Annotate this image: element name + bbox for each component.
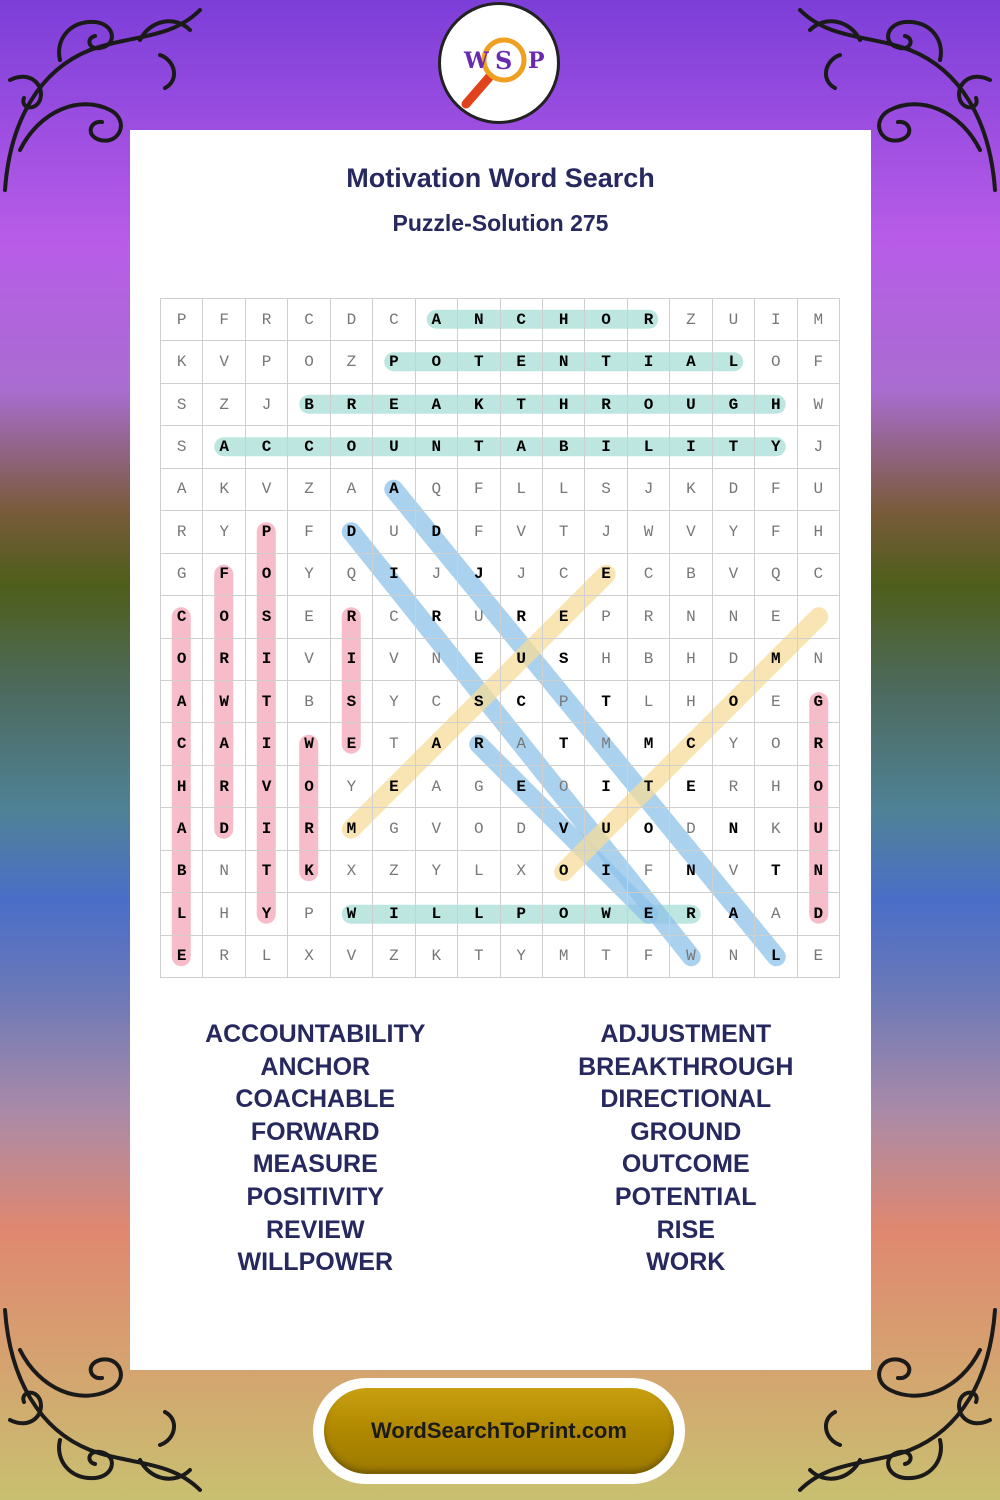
grid-cell: P xyxy=(161,299,203,341)
grid-cell: T xyxy=(458,426,500,468)
grid-cell: S xyxy=(161,384,203,426)
page-title: Motivation Word Search xyxy=(346,163,655,193)
word-list-item: WILLPOWER xyxy=(237,1248,394,1277)
word-list-item: ANCHOR xyxy=(260,1052,371,1081)
letter-grid xyxy=(160,298,840,978)
grid-cell: Q xyxy=(416,469,458,511)
grid-cell: V xyxy=(416,808,458,850)
puzzle-sheet xyxy=(130,130,871,1370)
grid-cell: C xyxy=(543,554,585,596)
grid-cell: D xyxy=(416,511,458,553)
grid-cell: O xyxy=(543,893,585,935)
svg-text:W: W xyxy=(464,48,489,74)
grid-cell: A xyxy=(416,299,458,341)
grid-cell: W xyxy=(331,893,373,935)
grid-cell: U xyxy=(585,808,627,850)
grid-cell: C xyxy=(501,681,543,723)
grid-cell: V xyxy=(246,469,288,511)
grid-cell: E xyxy=(628,893,670,935)
grid-cell: C xyxy=(628,554,670,596)
grid-cell: Y xyxy=(416,851,458,893)
grid-cell: Y xyxy=(288,554,330,596)
grid-cell: G xyxy=(458,766,500,808)
grid-cell: U xyxy=(458,596,500,638)
grid-cell: O xyxy=(628,808,670,850)
grid-cell: L xyxy=(713,341,755,383)
grid-cell: O xyxy=(543,851,585,893)
grid-cell: R xyxy=(203,639,245,681)
grid-cell: N xyxy=(543,341,585,383)
grid-cell: M xyxy=(628,723,670,765)
grid-cell: J xyxy=(798,426,840,468)
grid-cell: O xyxy=(798,766,840,808)
grid-cell: Z xyxy=(331,341,373,383)
grid-cell: T xyxy=(246,681,288,723)
grid-cell: T xyxy=(458,936,500,978)
grid-cell: C xyxy=(416,681,458,723)
grid-cell: N xyxy=(670,596,712,638)
grid-cell: T xyxy=(458,341,500,383)
grid-cell: N xyxy=(203,851,245,893)
grid-cell: E xyxy=(501,341,543,383)
grid-cell: O xyxy=(628,384,670,426)
grid-cell: F xyxy=(288,511,330,553)
grid-cell: L xyxy=(161,893,203,935)
grid-cell: E xyxy=(501,766,543,808)
grid-cell: F xyxy=(755,469,797,511)
grid-cell: M xyxy=(543,936,585,978)
grid-cell: V xyxy=(203,341,245,383)
word-list-right xyxy=(501,1018,872,1279)
grid-cell: A xyxy=(203,723,245,765)
grid-cell: V xyxy=(246,766,288,808)
word-list-item: COACHABLE xyxy=(235,1085,396,1114)
grid-cell: Y xyxy=(373,681,415,723)
grid-cell: I xyxy=(670,426,712,468)
grid-cell: F xyxy=(203,554,245,596)
grid-cell: A xyxy=(416,723,458,765)
grid-cell: Z xyxy=(373,851,415,893)
grid-cell: V xyxy=(713,554,755,596)
grid-cell: R xyxy=(628,596,670,638)
site-url: WordSearchToPrint.com xyxy=(371,1418,627,1443)
grid-cell: H xyxy=(755,384,797,426)
grid-cell: L xyxy=(755,936,797,978)
grid-cell: R xyxy=(416,596,458,638)
grid-cell: B xyxy=(161,851,203,893)
grid-cell: V xyxy=(713,851,755,893)
grid-cell: I xyxy=(585,851,627,893)
grid-cell: T xyxy=(585,341,627,383)
grid-cell: Z xyxy=(670,299,712,341)
grid-cell: I xyxy=(585,766,627,808)
word-list-item: ACCOUNTABILITY xyxy=(205,1020,426,1048)
grid-cell: G xyxy=(373,808,415,850)
word-list-item: REVIEW xyxy=(265,1215,365,1244)
grid-cell: V xyxy=(373,639,415,681)
grid-cell: A xyxy=(161,681,203,723)
grid-cell: H xyxy=(670,681,712,723)
grid-cell: C xyxy=(670,723,712,765)
grid-cell: Y xyxy=(755,426,797,468)
grid-cell: A xyxy=(161,469,203,511)
grid-cell: K xyxy=(416,936,458,978)
grid-cell: H xyxy=(203,893,245,935)
grid-cell: O xyxy=(331,426,373,468)
grid-cell: O xyxy=(713,681,755,723)
grid-cell: T xyxy=(501,384,543,426)
grid-cell: D xyxy=(670,808,712,850)
grid-cell: O xyxy=(203,596,245,638)
grid-cell: I xyxy=(246,639,288,681)
grid-cell: N xyxy=(798,851,840,893)
grid-cell: R xyxy=(458,723,500,765)
grid-cell: B xyxy=(288,384,330,426)
grid-cell: A xyxy=(755,893,797,935)
grid-cell: W xyxy=(585,893,627,935)
grid-cell: R xyxy=(161,511,203,553)
grid-cell: B xyxy=(288,681,330,723)
grid-cell: Y xyxy=(501,936,543,978)
grid-cell: I xyxy=(755,299,797,341)
grid-cell: U xyxy=(798,808,840,850)
grid-cell: T xyxy=(628,766,670,808)
grid-cell: H xyxy=(543,384,585,426)
grid-cell: L xyxy=(458,893,500,935)
grid-cell: L xyxy=(543,469,585,511)
word-list-item: WORK xyxy=(646,1248,726,1277)
grid-cell: I xyxy=(585,426,627,468)
grid-cell: K xyxy=(458,384,500,426)
page-subtitle: Puzzle-Solution 275 xyxy=(392,210,609,236)
grid-cell: W xyxy=(628,511,670,553)
grid-cell: H xyxy=(585,639,627,681)
grid-cell: J xyxy=(458,554,500,596)
grid-cell: R xyxy=(670,893,712,935)
grid-cell: O xyxy=(458,808,500,850)
grid-cell: E xyxy=(670,766,712,808)
grid-cell: O xyxy=(543,766,585,808)
grid-cell: O xyxy=(288,341,330,383)
grid-cell: P xyxy=(373,341,415,383)
grid-cell: T xyxy=(543,511,585,553)
grid-cell: E xyxy=(331,723,373,765)
grid-cell: I xyxy=(373,554,415,596)
grid-cell: D xyxy=(501,808,543,850)
grid-cell: S xyxy=(331,681,373,723)
grid-cell: C xyxy=(161,723,203,765)
grid-cell: H xyxy=(755,766,797,808)
word-list-item: ADJUSTMENT xyxy=(600,1020,772,1048)
grid-cell: M xyxy=(585,723,627,765)
grid-cell: H xyxy=(543,299,585,341)
grid-cell: E xyxy=(798,936,840,978)
grid-cell: N xyxy=(713,596,755,638)
grid-cell: D xyxy=(331,299,373,341)
grid-cell: H xyxy=(161,766,203,808)
magnifier-logo-icon xyxy=(444,8,554,118)
grid-cell: K xyxy=(670,469,712,511)
grid-cell: A xyxy=(501,723,543,765)
grid-cell: F xyxy=(755,511,797,553)
grid-cell: D xyxy=(798,893,840,935)
grid-cell: N xyxy=(416,426,458,468)
grid-cell: J xyxy=(628,469,670,511)
grid-cell: H xyxy=(798,511,840,553)
svg-text:P: P xyxy=(528,48,545,74)
grid-cell: N xyxy=(670,851,712,893)
grid-cell: P xyxy=(585,596,627,638)
grid-cell: R xyxy=(628,299,670,341)
grid-cell: X xyxy=(288,936,330,978)
grid-cell: U xyxy=(501,639,543,681)
grid-cell: Z xyxy=(203,384,245,426)
grid-cell: A xyxy=(416,766,458,808)
grid-cell: F xyxy=(628,851,670,893)
grid-cell: C xyxy=(798,554,840,596)
grid-cell: U xyxy=(373,511,415,553)
grid-cell: P xyxy=(543,681,585,723)
grid-cell: J xyxy=(585,511,627,553)
grid-cell: A xyxy=(670,341,712,383)
word-list-item: DIRECTIONAL xyxy=(600,1085,772,1114)
grid-cell: C xyxy=(246,426,288,468)
word-list-item: OUTCOME xyxy=(621,1150,750,1179)
grid-cell: Z xyxy=(373,936,415,978)
grid-cell: A xyxy=(713,893,755,935)
site-logo[interactable] xyxy=(438,2,560,124)
grid-cell: L xyxy=(628,426,670,468)
grid-cell: O xyxy=(246,554,288,596)
word-list xyxy=(130,1018,871,1279)
word-list-item: GROUND xyxy=(630,1117,742,1146)
grid-cell: D xyxy=(713,639,755,681)
word-list-item: MEASURE xyxy=(252,1150,378,1179)
grid-cell: L xyxy=(628,681,670,723)
word-list-item: FORWARD xyxy=(250,1117,380,1146)
grid-cell: S xyxy=(585,469,627,511)
grid-cell: G xyxy=(713,384,755,426)
grid-cell: N xyxy=(458,299,500,341)
grid-cell: T xyxy=(585,681,627,723)
grid-cell: K xyxy=(203,469,245,511)
grid-cell: N xyxy=(713,936,755,978)
grid-cell: R xyxy=(203,766,245,808)
grid-cell: C xyxy=(288,299,330,341)
grid-cell: E xyxy=(373,384,415,426)
grid-cell: T xyxy=(373,723,415,765)
grid-cell: C xyxy=(288,426,330,468)
grid-cell: N xyxy=(798,639,840,681)
grid-cell: T xyxy=(755,851,797,893)
grid-cell: L xyxy=(416,893,458,935)
grid-cell: V xyxy=(288,639,330,681)
grid-cell: U xyxy=(798,469,840,511)
grid-cell: F xyxy=(458,511,500,553)
grid-cell: Y xyxy=(713,511,755,553)
grid-cell: R xyxy=(331,384,373,426)
grid-cell: O xyxy=(585,299,627,341)
grid-cell: R xyxy=(203,936,245,978)
grid-cell: V xyxy=(670,511,712,553)
grid-cell: H xyxy=(670,639,712,681)
svg-text:S: S xyxy=(495,46,513,75)
grid-cell: S xyxy=(458,681,500,723)
grid-cell: B xyxy=(670,554,712,596)
grid-cell: E xyxy=(585,554,627,596)
grid-cell: Y xyxy=(713,723,755,765)
word-list-left xyxy=(130,1018,501,1279)
grid-cell: S xyxy=(161,426,203,468)
grid-cell: C xyxy=(161,596,203,638)
grid-cell: I xyxy=(246,723,288,765)
grid-cell: A xyxy=(501,426,543,468)
grid-cell: O xyxy=(161,639,203,681)
grid-cell: E xyxy=(161,936,203,978)
word-search-grid xyxy=(160,298,840,978)
grid-cell: T xyxy=(713,426,755,468)
grid-cell: Q xyxy=(331,554,373,596)
grid-cell: P xyxy=(288,893,330,935)
word-list-item: RISE xyxy=(656,1215,715,1244)
grid-cell: L xyxy=(458,851,500,893)
grid-cell: J xyxy=(501,554,543,596)
grid-cell: K xyxy=(161,341,203,383)
grid-cell: I xyxy=(628,341,670,383)
word-list-item: POSITIVITY xyxy=(246,1182,385,1211)
grid-cell: R xyxy=(331,596,373,638)
grid-cell: E xyxy=(755,681,797,723)
grid-cell: X xyxy=(331,851,373,893)
footer-button[interactable] xyxy=(324,1388,674,1474)
grid-cell: F xyxy=(203,299,245,341)
grid-cell: L xyxy=(246,936,288,978)
grid-cell: S xyxy=(543,639,585,681)
grid-cell: F xyxy=(458,469,500,511)
grid-cell: J xyxy=(246,384,288,426)
grid-cell: U xyxy=(670,384,712,426)
grid-cell: E xyxy=(373,766,415,808)
grid-cell: N xyxy=(416,639,458,681)
grid-cell: O xyxy=(288,766,330,808)
grid-cell: E xyxy=(543,596,585,638)
grid-cell: O xyxy=(755,723,797,765)
grid-cell: F xyxy=(798,341,840,383)
grid-cell: B xyxy=(543,426,585,468)
grid-cell: E xyxy=(458,639,500,681)
grid-cell: W xyxy=(798,384,840,426)
grid-cell: K xyxy=(755,808,797,850)
grid-cell: X xyxy=(501,851,543,893)
grid-cell: G xyxy=(161,554,203,596)
grid-cell: D xyxy=(713,469,755,511)
grid-cell: V xyxy=(331,936,373,978)
grid-cell: J xyxy=(416,554,458,596)
grid-cell: C xyxy=(373,299,415,341)
grid-cell: F xyxy=(628,936,670,978)
grid-cell: E xyxy=(288,596,330,638)
grid-cell: M xyxy=(755,639,797,681)
grid-cell: P xyxy=(246,341,288,383)
grid-cell: I xyxy=(373,893,415,935)
grid-cell: Y xyxy=(203,511,245,553)
grid-cell: I xyxy=(246,808,288,850)
grid-cell: R xyxy=(585,384,627,426)
grid-cell: W xyxy=(203,681,245,723)
grid-cell: P xyxy=(501,893,543,935)
word-list-item: BREAKTHROUGH xyxy=(578,1052,794,1081)
word-list-item: POTENTIAL xyxy=(614,1182,757,1211)
grid-cell: R xyxy=(501,596,543,638)
grid-cell: D xyxy=(331,511,373,553)
grid-cell: R xyxy=(798,723,840,765)
grid-cell: M xyxy=(798,299,840,341)
grid-cell: O xyxy=(755,341,797,383)
grid-cell xyxy=(798,596,840,638)
grid-cell: W xyxy=(288,723,330,765)
grid-cell: S xyxy=(246,596,288,638)
grid-cell: I xyxy=(331,639,373,681)
grid-cell: R xyxy=(288,808,330,850)
grid-cell: N xyxy=(713,808,755,850)
grid-cell: T xyxy=(585,936,627,978)
grid-cell: O xyxy=(416,341,458,383)
grid-cell: R xyxy=(246,299,288,341)
grid-cell: V xyxy=(501,511,543,553)
grid-cell: G xyxy=(798,681,840,723)
footer-link[interactable] xyxy=(313,1378,685,1484)
grid-cell: T xyxy=(543,723,585,765)
grid-cell: W xyxy=(670,936,712,978)
grid-cell: R xyxy=(713,766,755,808)
grid-cell: A xyxy=(373,469,415,511)
grid-cell: C xyxy=(501,299,543,341)
grid-cell: Y xyxy=(331,766,373,808)
grid-cell: E xyxy=(755,596,797,638)
grid-cell: A xyxy=(203,426,245,468)
grid-cell: A xyxy=(331,469,373,511)
grid-cell: Q xyxy=(755,554,797,596)
grid-cell: M xyxy=(331,808,373,850)
grid-cell: U xyxy=(713,299,755,341)
grid-cell: V xyxy=(543,808,585,850)
grid-cell: T xyxy=(246,851,288,893)
grid-cell: Z xyxy=(288,469,330,511)
grid-cell: K xyxy=(288,851,330,893)
grid-cell: A xyxy=(416,384,458,426)
grid-cell: B xyxy=(628,639,670,681)
grid-cell: A xyxy=(161,808,203,850)
grid-cell: P xyxy=(246,511,288,553)
grid-cell: U xyxy=(373,426,415,468)
grid-cell: D xyxy=(203,808,245,850)
grid-cell: C xyxy=(373,596,415,638)
grid-cell: L xyxy=(501,469,543,511)
grid-cell: Y xyxy=(246,893,288,935)
